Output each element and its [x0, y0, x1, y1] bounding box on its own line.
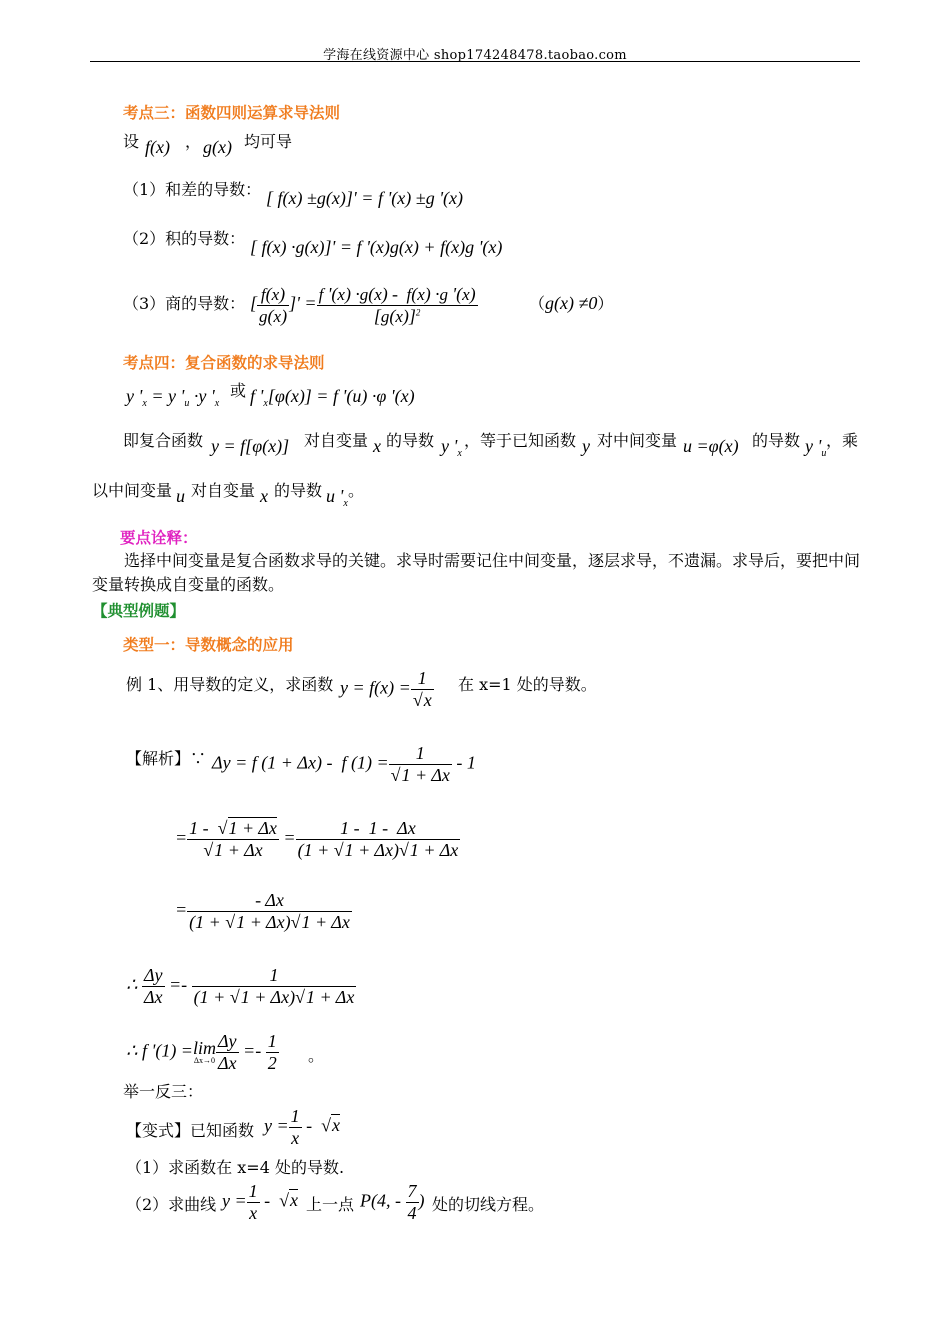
rule-quotient-label: （3）商的导数： [123, 294, 246, 313]
variant-q2-point: P(4, - $\frac{7}{4}$ ) [360, 1181, 425, 1223]
var-y: y [582, 436, 590, 456]
exp-h: 以中间变量 [92, 481, 173, 500]
variant-q2-curve: y = $\frac{1}{x}$ - √x [222, 1181, 299, 1223]
exp-k: 。 [348, 481, 365, 500]
chain-rule-formula-2: f '$_x[\varphi(x)] = f$ '(u) ·φ '(x) [250, 386, 415, 409]
rule-product-label: （2）积的导数： [123, 229, 246, 248]
exp-e: 对中间变量 [597, 431, 678, 450]
follow-up-label: 举一反三： [123, 1082, 204, 1101]
section4-title: 考点四：复合函数的求导法则 [123, 354, 325, 372]
analysis-step1: Δy = f (1 + Δx) - f (1) = $\frac{1}{√1 + \Delta x}$ - 1 [212, 743, 476, 785]
y-prime-x: y '$_x$ [441, 436, 462, 459]
ex1-pre: 例 1、用导数的定义，求函数 [126, 675, 334, 694]
notes-text: 选择中间变量是复合函数求导的关键。求导时需要记住中间变量，逐层求导，不遗漏。求导后，要把中间变量转换成自变量的函数。 [92, 551, 861, 594]
var-u: u [176, 486, 185, 506]
analysis-step5: ∴ f '(1) = lim Δx→0 $\frac{\Delta y}{\Delta x}$ =- $\frac{1}{2}$ [126, 1031, 277, 1073]
chain-rule-explanation-1 [123, 426, 863, 466]
analysis-period: 。 [308, 1046, 325, 1065]
rule-product-formula: [ f(x) ·g(x)]' = f '(x)g(x) + f(x)g '(x) [250, 237, 503, 257]
variant-q1: （1）求函数在 x=4 处的导数. [126, 1158, 345, 1177]
exp-a: 即复合函数 [123, 431, 204, 450]
analysis-label: 【解析】∵ [126, 749, 207, 768]
variant-q2-pre: （2）求曲线 [126, 1195, 217, 1214]
page-header: 学海在线资源中心 shop174248478.taobao.com [323, 48, 627, 63]
y-prime-u: y '$_u$ [805, 436, 827, 459]
variant-function: y = $\frac{1}{x}$ - √x [264, 1106, 341, 1148]
example1-post: 在 x=1 处的导数。 [458, 675, 597, 694]
examples-title: 【典型例题】 [92, 602, 186, 620]
rule-product [123, 226, 245, 249]
cond-open: （ [529, 294, 546, 313]
rule-sum-formula: [ f(x) ±g(x)]' = f '(x) ±g '(x) [266, 188, 464, 208]
or-text: 或 [230, 381, 247, 400]
var-x: x [373, 436, 381, 456]
cond-close: ） [597, 294, 614, 313]
header-rule [90, 61, 860, 62]
exp-c: 的导数 [386, 431, 435, 450]
analysis-step3: = $\frac{- \Delta x}{(1 + √1 + \Delta x)√1 + \Delta x}$ [175, 890, 350, 932]
section3-title: 考点三：函数四则运算求导法则 [123, 104, 341, 122]
exp-d: ，等于已知函数 [464, 431, 577, 450]
formula-gx: g(x) [203, 137, 232, 157]
notes-title: 要点诠释： [120, 529, 198, 547]
intro-post: 均可导 [244, 132, 293, 151]
variant-label: 【变式】已知函数 [126, 1121, 255, 1140]
rule-sum [123, 177, 261, 200]
example1-function: y = f(x) = $\frac{1}{√x}$ [340, 668, 432, 710]
rule-quotient [123, 291, 245, 314]
composite-fn: y = f[φ(x)] [211, 436, 290, 456]
analysis-step2: = $\frac{1 - √1 + \Delta x}{√1 + \Delta x}$ = $\frac{1 - 1 - \Delta x}{(1 + √1 + \Delta x)√1 + \Delta x}$ [175, 818, 459, 860]
exp-j: 的导数 [274, 481, 323, 500]
u-eq-phi: u =φ(x) [683, 436, 739, 456]
intro-pre: 设 [123, 132, 140, 151]
exp-f: 的导数 [752, 431, 801, 450]
var-x-2: x [260, 486, 268, 506]
rule-sum-label: （1）和差的导数： [123, 180, 262, 199]
u-prime-x: u '$_x$ [326, 486, 348, 509]
exp-g: ，乘 [826, 431, 859, 450]
rule-quotient-formula: [ $\frac{f(x)}{g(x)}$ ]' = $\frac{f '(x) \cdot g(x) - f(x) \cdot g '(x)}{[g(x)]^2}$ [250, 284, 476, 326]
quotient-condition [529, 291, 613, 314]
intro-sep: ， [185, 132, 202, 151]
variant-q2-post: 处的切线方程。 [432, 1195, 545, 1214]
type1-title: 类型一：导数概念的应用 [123, 636, 294, 654]
analysis-step4: ∴ $\frac{\Delta y}{\Delta x}$ =- $\frac{1}{(1 + √1 + \Delta x)√1 + \Delta x}$ [126, 965, 355, 1007]
variant-q2-mid: 上一点 [306, 1195, 355, 1214]
cond-formula: g(x) ≠0 [545, 293, 598, 313]
exp-i: 对自变量 [191, 481, 256, 500]
exp-b: 对自变量 [304, 431, 369, 450]
chain-rule-formula-1: y '$_x = y$ '$_u \cdot y$ '$_x$ [126, 386, 220, 409]
formula-fx: f(x) [145, 137, 171, 157]
example1-text [126, 672, 333, 695]
